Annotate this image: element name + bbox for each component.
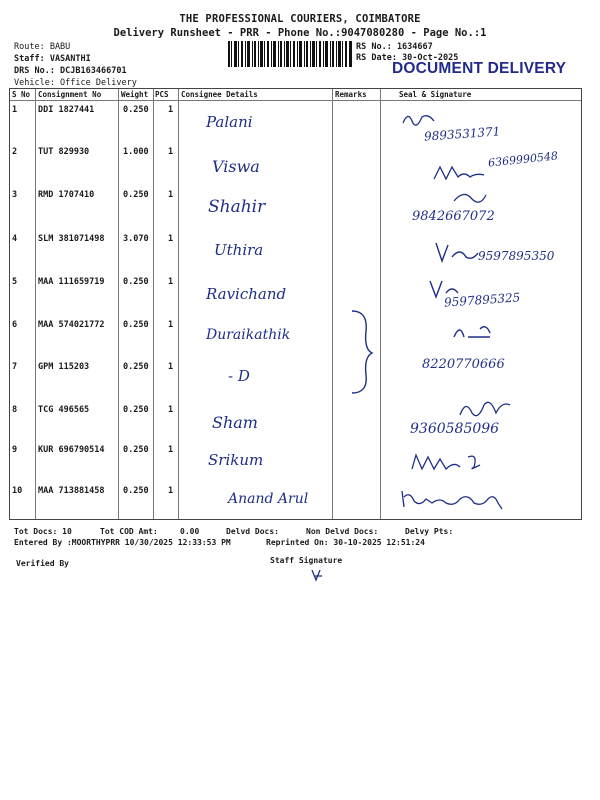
consignee-handwriting: Viswa bbox=[212, 157, 260, 176]
bracket-mark bbox=[346, 307, 376, 397]
row-weight: 0.250 bbox=[123, 486, 149, 496]
row-weight: 0.250 bbox=[123, 445, 149, 455]
row-weight: 0.250 bbox=[123, 320, 149, 330]
row-sno: 1 bbox=[12, 105, 18, 115]
route-label: Route: BABU bbox=[14, 42, 71, 52]
consignee-handwriting: Sham bbox=[212, 413, 258, 432]
row-weight: 3.070 bbox=[123, 234, 149, 244]
row-pcs: 1 bbox=[168, 105, 174, 115]
row-sno: 6 bbox=[12, 320, 18, 330]
col-signature: Seal & Signature bbox=[399, 90, 472, 99]
rs-number: RS No.: 1634667 bbox=[356, 42, 433, 52]
row-consignment: RMD 1707410 bbox=[38, 190, 95, 200]
row-consignment: MAA 111659719 bbox=[38, 277, 105, 287]
row-consignment: KUR 696790514 bbox=[38, 445, 105, 455]
col-pcs: PCS bbox=[155, 90, 169, 99]
signature-scribble bbox=[450, 321, 500, 343]
signature-scribble bbox=[432, 239, 480, 265]
row-sno: 10 bbox=[12, 486, 23, 496]
row-consignment: GPM 115203 bbox=[38, 362, 90, 372]
row-sno: 4 bbox=[12, 234, 18, 244]
row-consignment: SLM 381071498 bbox=[38, 234, 105, 244]
consignee-handwriting: - D bbox=[228, 367, 250, 385]
rs-date: RS Date: 30-Oct-2025 bbox=[356, 53, 459, 63]
signature-phone: 9842667072 bbox=[412, 209, 495, 224]
row-consignment: TCG 496565 bbox=[38, 405, 90, 415]
non-delivered-docs: Non Delvd Docs: bbox=[306, 527, 379, 536]
consignee-handwriting: Srikum bbox=[208, 451, 264, 469]
col-sno: S No bbox=[12, 90, 31, 99]
signature-scribble bbox=[426, 277, 466, 299]
signature-phone: 8220770666 bbox=[422, 357, 505, 372]
row-pcs: 1 bbox=[168, 445, 174, 455]
signature-scribble bbox=[408, 451, 498, 473]
staff-label: Staff: VASANTHI bbox=[14, 54, 91, 64]
row-pcs: 1 bbox=[168, 486, 174, 496]
delivery-points: Delvy Pts: bbox=[405, 527, 454, 536]
consignee-handwriting: Duraikathik bbox=[206, 327, 291, 343]
row-weight: 1.000 bbox=[123, 147, 149, 157]
row-consignment: MAA 713881458 bbox=[38, 486, 105, 496]
consignee-handwriting: Ravichand bbox=[206, 285, 287, 303]
signature-phone: 9360585096 bbox=[410, 421, 500, 437]
row-sno: 9 bbox=[12, 445, 18, 455]
signature-scribble bbox=[450, 189, 490, 209]
col-remarks: Remarks bbox=[335, 90, 367, 99]
consignee-handwriting: Shahir bbox=[208, 197, 266, 217]
consignee-handwriting: Anand Arul bbox=[228, 491, 309, 507]
verified-by: Verified By bbox=[16, 559, 69, 568]
consignee-handwriting: Palani bbox=[206, 113, 253, 131]
row-weight: 0.250 bbox=[123, 105, 149, 115]
reprinted-on: Reprinted On: 30-10-2025 12:51:24 bbox=[266, 538, 425, 547]
row-pcs: 1 bbox=[168, 277, 174, 287]
signature-scribble bbox=[398, 487, 518, 511]
row-sno: 8 bbox=[12, 405, 18, 415]
runsheet-subtitle: Delivery Runsheet - PRR - Phone No.:9047080280 - Page No.:1 bbox=[113, 27, 487, 39]
entered-by: Entered By :MOORTHYPRR 10/30/2025 12:33:53 PM bbox=[14, 538, 231, 547]
col-consignment: Consignment No bbox=[38, 90, 102, 99]
staff-signature-label: Staff Signature bbox=[270, 556, 343, 565]
row-sno: 2 bbox=[12, 147, 18, 157]
row-sno: 7 bbox=[12, 362, 18, 372]
signature-phone: 9597895325 bbox=[443, 290, 521, 310]
row-consignment: MAA 574021772 bbox=[38, 320, 105, 330]
delivered-docs: Delvd Docs: bbox=[226, 527, 279, 536]
total-cod-label: Tot COD Amt: bbox=[100, 527, 158, 536]
row-weight: 0.250 bbox=[123, 277, 149, 287]
row-weight: 0.250 bbox=[123, 405, 149, 415]
document-delivery-stamp: DOCUMENT DELIVERY bbox=[392, 60, 567, 77]
consignee-handwriting: Uthira bbox=[214, 241, 264, 259]
runsheet-title: THE PROFESSIONAL COURIERS, COIMBATORE bbox=[179, 13, 421, 25]
row-consignment: TUT 829930 bbox=[38, 147, 90, 157]
staff-signature-scribble bbox=[308, 566, 330, 582]
row-weight: 0.250 bbox=[123, 362, 149, 372]
row-pcs: 1 bbox=[168, 320, 174, 330]
signature-phone: 9893531371 bbox=[423, 124, 501, 144]
row-pcs: 1 bbox=[168, 405, 174, 415]
row-sno: 5 bbox=[12, 277, 18, 287]
signature-phone: 6369990548 bbox=[487, 149, 559, 170]
barcode bbox=[228, 41, 352, 67]
total-cod-value: 0.00 bbox=[180, 527, 200, 536]
total-docs: Tot Docs: 10 bbox=[14, 527, 72, 536]
signature-scribble bbox=[456, 395, 516, 421]
drs-number: DRS No.: DCJB163466701 bbox=[14, 66, 127, 76]
row-pcs: 1 bbox=[168, 362, 174, 372]
runsheet-table bbox=[9, 88, 582, 520]
row-sno: 3 bbox=[12, 190, 18, 200]
row-pcs: 1 bbox=[168, 190, 174, 200]
signature-phone: 9597895350 bbox=[478, 249, 555, 263]
row-pcs: 1 bbox=[168, 147, 174, 157]
row-consignment: DDI 1827441 bbox=[38, 105, 95, 115]
col-consignee: Consignee Details bbox=[181, 90, 258, 99]
row-weight: 0.250 bbox=[123, 190, 149, 200]
row-pcs: 1 bbox=[168, 234, 174, 244]
col-weight: Weight bbox=[121, 90, 149, 99]
vehicle-label: Vehicle: Office Delivery bbox=[14, 78, 137, 88]
signature-scribble bbox=[400, 109, 440, 129]
signature-scribble bbox=[430, 161, 490, 185]
